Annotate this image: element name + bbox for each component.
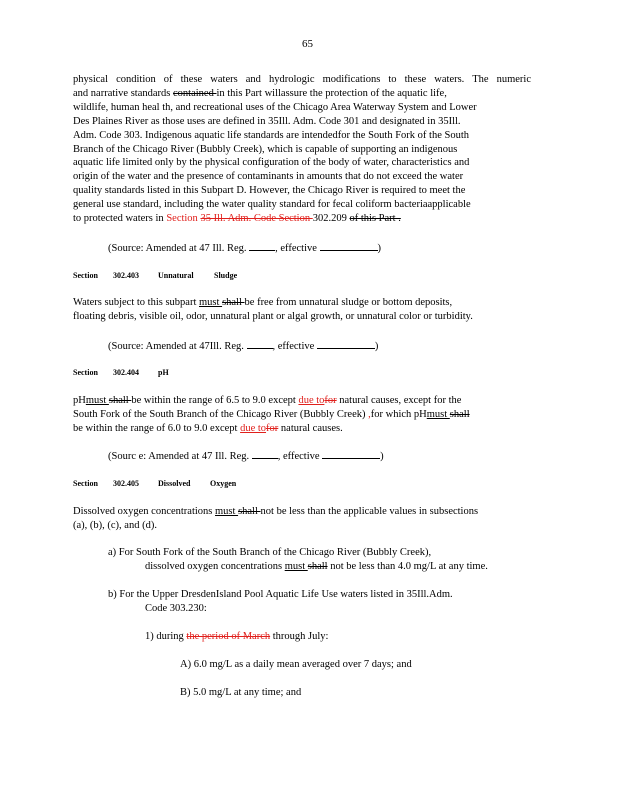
section-label: Section <box>73 368 98 377</box>
blank-line <box>249 241 275 251</box>
list-item: a) For South Fork of the South Branch of the Chicago River (Bubbly Creek), <box>108 547 432 558</box>
oxygen-paragraph <box>73 505 531 533</box>
deleted-text: for <box>266 422 279 434</box>
section-label: Section <box>73 479 98 488</box>
inserted-text: , <box>368 408 371 420</box>
sludge-paragraph <box>73 296 531 324</box>
inserted-text: due to <box>240 422 267 434</box>
text-line: Branch of the Chicago River (Bubbly Creek), which is capable of supporting an indigenous <box>73 143 458 155</box>
text-line: Adm. Code 303. Indigenous aquatic life standards are intendedfor the South Fork of the South <box>73 129 470 141</box>
text-line: be within the range of 6.0 to 9.0 except due tofor natural causes. <box>73 422 343 434</box>
text-line: general use standard, including the water quality standard for fecal coliform bacteriaapplicable <box>73 199 471 211</box>
sub-sub-list-item: B) 5.0 mg/L at any time; and <box>180 687 302 698</box>
text-line: South Fork of the South Branch of the Chicago River (Bubbly Creek) ,for which pHmust shall <box>73 408 470 420</box>
text-line: to protected waters in Section 35 Ill. Adm. Code Section 302.209 of this Part . <box>73 213 401 225</box>
text-line: floating debris, visible oil, odor, unnatural plant or algal growth, or unnatural color or turbidity. <box>73 310 473 322</box>
inserted-text: must <box>199 297 223 308</box>
section-title: Dissolved <box>158 479 191 488</box>
deleted-text: 35 Ill. Adm. Code Section <box>200 213 313 225</box>
inserted-text: due to <box>298 395 325 406</box>
page-number: 65 <box>302 38 313 50</box>
deleted-text: shall <box>449 408 470 420</box>
inserted-text: must <box>215 506 239 517</box>
list-item-continued: Code 303.230: <box>145 603 207 614</box>
inserted-text: Section <box>166 213 201 225</box>
deleted-text: shall <box>108 395 132 406</box>
section-label: Section <box>73 271 98 280</box>
text-line: wildlife, human heal th, and recreational uses of the Chicago Area Waterway System and Lower <box>73 101 477 113</box>
text-line: pHmust shall be within the range of 6.5 to 9.0 except due tofor natural causes, except for the <box>73 395 462 406</box>
section-number: 302.405 <box>113 479 139 488</box>
intro-paragraph <box>73 73 531 226</box>
text-line: and narrative standards contained in this Part willassure the protection of the aquatic life, <box>73 87 447 99</box>
sub-sub-list-item: A) 6.0 mg/L as a daily mean averaged over 7 days; and <box>180 659 412 670</box>
deleted-text: for <box>324 395 337 406</box>
inserted-text: must <box>85 395 109 406</box>
text-line: Des Plaines River as those uses are defined in 35Ill. Adm. Code 301 and designated in 35Ill. <box>73 115 461 127</box>
inserted-text: must <box>426 408 450 420</box>
text-line: Dissolved oxygen concentrations must shall not be less than the applicable values in subsections <box>73 506 479 517</box>
inserted-text: must <box>284 561 308 572</box>
section-number: 302.404 <box>113 368 139 377</box>
section-title: Unnatural <box>158 271 194 280</box>
deleted-text: of this Part . <box>349 213 401 225</box>
source-note: (Source: Amended at 47 Ill. Reg. , effective ) <box>108 243 382 254</box>
section-title: pH <box>158 368 169 377</box>
source-note: (Source: Amended at 47Ill. Reg. , effective ) <box>108 341 379 352</box>
text-line: quality standards listed in this Subpart D. However, the Chicago River is required to meet the <box>73 185 466 197</box>
blank-line <box>320 241 378 251</box>
text-line: (a), (b), (c), and (d). <box>73 519 157 531</box>
ph-paragraph <box>73 394 531 436</box>
text-line: aquatic life limited only by the physical configuration of the body of water, characteristics and <box>73 157 470 169</box>
text-line: origin of the water and the presence of contaminants in amounts that do not exceed the water <box>73 171 464 183</box>
deleted-text: shall <box>307 561 328 572</box>
deleted-text: the period of March <box>186 631 271 642</box>
blank-line <box>252 449 278 459</box>
blank-line <box>322 449 380 459</box>
source-note: (Sourc e: Amended at 47 Ill. Reg. , effective ) <box>108 451 384 462</box>
deleted-text: shall <box>238 506 261 517</box>
text-line: physical condition of these waters and hydrologic modifications to these waters. The numeric <box>73 74 531 85</box>
blank-line <box>247 339 273 349</box>
text-line: Waters subject to this subpart must shall be free from unnatural sludge or bottom deposits, <box>73 297 453 308</box>
section-number: 302.403 <box>113 271 139 280</box>
blank-line <box>317 339 375 349</box>
deleted-text: shall <box>222 297 245 308</box>
section-title: Oxygen <box>210 479 237 488</box>
deleted-text: contained <box>173 87 217 99</box>
list-item: b) For the Upper DresdenIsland Pool Aquatic Life Use waters listed in 35Ill.Adm. <box>108 589 453 600</box>
sub-list-item: 1) during the period of March through July: <box>145 631 329 642</box>
list-item-continued: dissolved oxygen concentrations must shall not be less than 4.0 mg/L at any time. <box>145 561 488 572</box>
section-title: Sludge <box>214 271 238 280</box>
